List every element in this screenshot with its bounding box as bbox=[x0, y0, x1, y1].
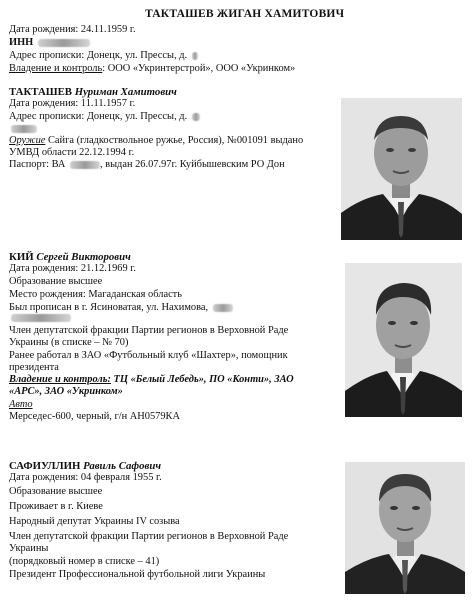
person2-name bbox=[9, 86, 177, 98]
person3-auto-label: Авто bbox=[9, 399, 33, 410]
person1-address bbox=[9, 50, 198, 62]
person1-ownership-label: Владение и контроль bbox=[9, 63, 103, 74]
person3-birthplace: Место рождения: Магаданская область bbox=[9, 289, 182, 300]
person3-registered-text: Был прописан в г. Ясиноватая, ул. Нахимова, bbox=[9, 302, 209, 313]
person1-inn-label: ИНН bbox=[9, 37, 34, 48]
person1-inn bbox=[9, 37, 90, 49]
person4-given: Равиль Сафович bbox=[83, 460, 162, 472]
person2-weapon-value: Сайга (гладкоствольное ружье, Россия), №001091 выдано bbox=[45, 135, 304, 146]
person1-ownership-value: : ООО «Укринтерстрой», ООО «Укринком» bbox=[102, 63, 296, 74]
person2-weapon-label: Оружие bbox=[9, 135, 46, 146]
person4-president: Президент Профессиональной футбольной лиги Украины bbox=[9, 569, 266, 580]
person2-address bbox=[9, 111, 200, 123]
person1-title: ТАКТАШЕВ ЖИГАН ХАМИТОВИЧ bbox=[145, 8, 345, 20]
person4-deputy: Народный депутат Украины IV созыва bbox=[9, 516, 180, 527]
person3-member-line2: Украины (в списке – № 70) bbox=[9, 337, 129, 348]
person2-address-text: Адрес прописки: Донецк, ул. Прессы, д. bbox=[9, 111, 188, 122]
person3-auto-value: Мерседес-600, черный, г/н АН0579КА bbox=[9, 411, 180, 422]
person4-list: (порядковый номер в списке – 41) bbox=[9, 556, 160, 567]
person2-given: Нуриман Хамитович bbox=[74, 86, 177, 98]
redaction-mark bbox=[192, 52, 198, 60]
person1-address-text: Адрес прописки: Донецк, ул. Прессы, д. bbox=[9, 50, 188, 61]
person3-given: Сергей Викторович bbox=[36, 251, 131, 263]
person2-weapon-issued: УМВД области 22.12.1994 г. bbox=[9, 147, 135, 158]
person4-photo-portrait bbox=[345, 462, 465, 594]
redaction-mark bbox=[11, 314, 71, 322]
redaction-mark bbox=[213, 304, 233, 312]
person2-photo-portrait bbox=[341, 98, 462, 240]
person3-registered bbox=[9, 302, 233, 314]
person3-prev-line1: Ранее работал в ЗАО «Футбольный клуб «Шахтер», помощник bbox=[9, 350, 288, 361]
redaction-mark bbox=[11, 125, 37, 133]
person2-passport-prefix: Паспорт: ВА bbox=[9, 159, 66, 170]
person4-lives: Проживает в г. Киеве bbox=[9, 501, 103, 512]
person3-education: Образование высшее bbox=[9, 276, 103, 287]
redaction-mark bbox=[38, 39, 90, 47]
person1-dob: Дата рождения: 24.11.1959 г. bbox=[9, 24, 136, 35]
person4-photo bbox=[345, 462, 465, 594]
person3-prev-line2: президента bbox=[9, 362, 59, 373]
person4-name bbox=[9, 460, 161, 472]
person4-member-line1: Член депутатской фракции Партии регионов в Верховной Раде bbox=[9, 531, 289, 542]
person2-surname: ТАКТАШЕВ bbox=[9, 86, 73, 98]
person2-photo bbox=[341, 98, 462, 240]
person3-member-line1: Член депутатской фракции Партии регионов в Верховной Раде bbox=[9, 325, 289, 336]
redaction-mark bbox=[192, 113, 200, 121]
person1-ownership bbox=[9, 63, 295, 75]
person4-dob: Дата рождения: 04 февраля 1955 г. bbox=[9, 472, 162, 483]
person4-member-line2: Украины bbox=[9, 543, 49, 554]
person3-name bbox=[9, 251, 131, 263]
person2-weapon bbox=[9, 135, 303, 147]
person2-passport-suffix: , выдан 26.07.97г. Куйбышевским РО Дон bbox=[99, 159, 285, 170]
person4-education: Образование высшее bbox=[9, 486, 103, 497]
person3-ownership-line2: «АРС», ЗАО «Укринком» bbox=[9, 386, 123, 397]
person3-photo bbox=[345, 263, 462, 417]
person2-dob: Дата рождения: 11.11.1957 г. bbox=[9, 98, 136, 109]
person2-passport bbox=[9, 159, 285, 171]
person3-ownership-value: ТЦ «Белый Лебедь», ПО «Конти», ЗАО bbox=[110, 374, 294, 385]
person3-photo-portrait bbox=[345, 263, 462, 417]
person4-surname: САФИУЛЛИН bbox=[9, 460, 81, 472]
redaction-mark bbox=[70, 161, 100, 169]
person3-dob: Дата рождения: 21.12.1969 г. bbox=[9, 263, 136, 274]
person3-ownership bbox=[9, 374, 294, 386]
person3-ownership-label: Владение и контроль: bbox=[9, 374, 111, 385]
person3-surname: КИЙ bbox=[9, 251, 34, 263]
